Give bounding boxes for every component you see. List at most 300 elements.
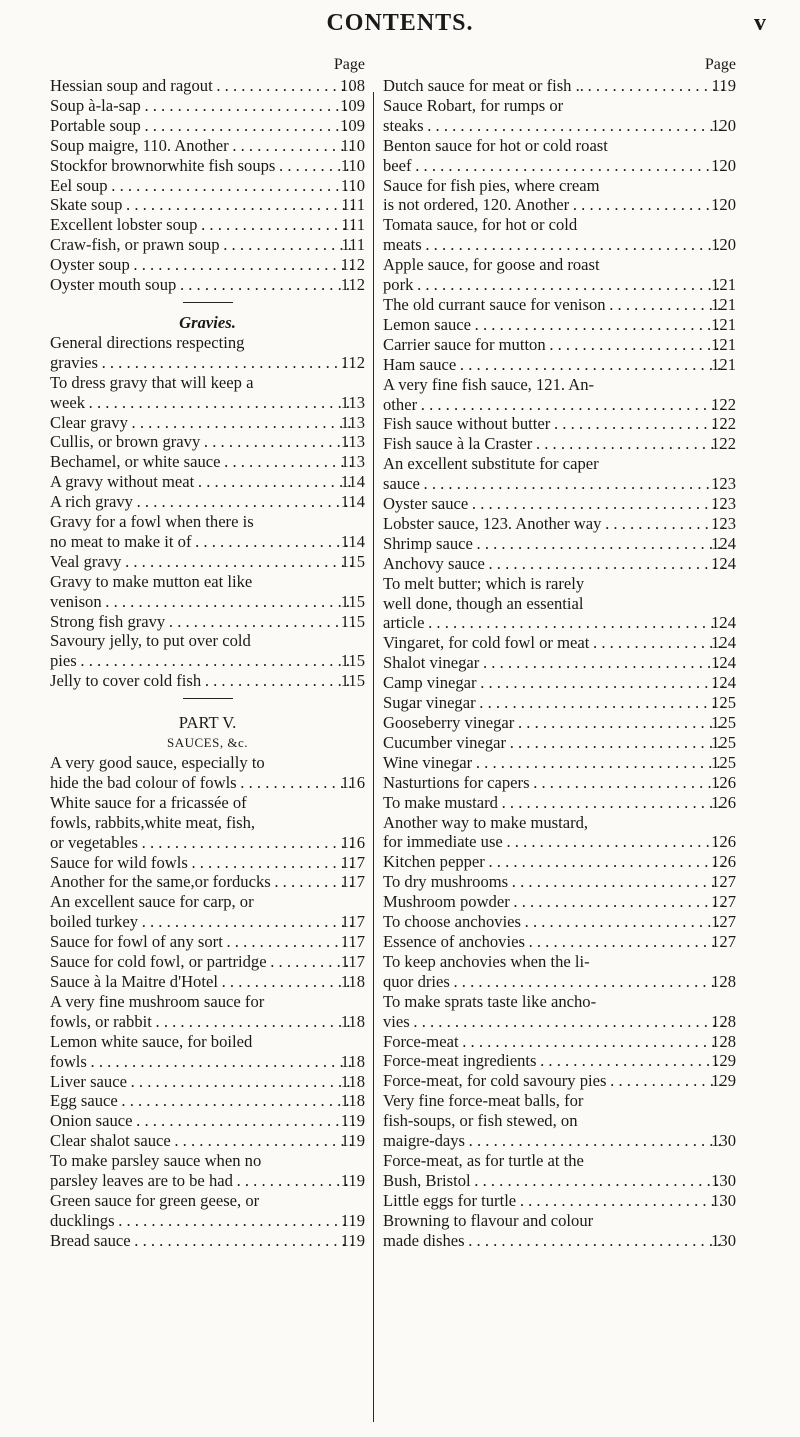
toc-entry — [383, 554, 736, 574]
toc-entry-line — [383, 195, 736, 215]
toc-entry-line — [50, 352, 365, 373]
dot-leader — [222, 235, 355, 255]
toc-entry-text: Soup à-la-sap — [50, 95, 141, 115]
dot-leader — [202, 432, 353, 452]
toc-entry-text: Gravy for a fowl when there is — [50, 512, 254, 532]
toc-entry-line — [383, 1230, 736, 1251]
toc-entry-line — [50, 95, 365, 116]
toc-entry-text: Gravy to make mutton eat like — [50, 571, 253, 591]
toc-entry-line — [50, 631, 365, 651]
toc-entry — [383, 912, 736, 932]
toc-entry-text: vies — [383, 1011, 410, 1031]
toc-entry-line — [383, 414, 736, 434]
toc-entry-line — [50, 432, 365, 452]
toc-entry-line — [50, 892, 365, 912]
toc-entry — [383, 494, 736, 514]
toc-entry-line — [50, 115, 365, 136]
toc-entry-line — [383, 314, 736, 335]
toc-entry-line — [383, 175, 736, 196]
dot-leader — [178, 275, 353, 295]
dot-leader — [132, 255, 354, 275]
toc-entry-text: pies — [50, 651, 77, 671]
dot-leader — [117, 1211, 354, 1231]
dot-leader — [424, 235, 724, 255]
toc-entry-text: Dutch sauce for meat or fish .. — [383, 76, 584, 95]
toc-entry-text: To keep anchovies when the li- — [383, 951, 590, 971]
toc-entry-line — [383, 732, 736, 753]
toc-entry-text: Craw-fish, or prawn soup — [50, 235, 220, 255]
toc-entry-text: Tomata sauce, for hot or cold — [383, 215, 578, 235]
toc-entry-line — [383, 533, 736, 554]
toc-entry-text: Fish sauce à la Craster — [383, 434, 533, 454]
dot-leader — [532, 773, 725, 793]
toc-page-number: 124 — [711, 533, 736, 553]
toc-entry — [50, 235, 365, 255]
toc-entry — [50, 753, 365, 793]
toc-entry-line — [50, 215, 365, 235]
toc-page-number: 109 — [340, 95, 365, 115]
toc-entry-line — [383, 892, 736, 912]
toc-entry-text: Strong fish gravy — [50, 611, 166, 631]
toc-entry-line — [50, 912, 365, 932]
toc-entry-line — [383, 1071, 736, 1091]
toc-entry-text: Shrimp sauce — [383, 533, 473, 553]
toc-entry-line — [383, 95, 736, 116]
dot-leader — [222, 452, 353, 472]
dot-leader — [415, 275, 724, 295]
toc-entry-text: Cullis, or brown gravy — [50, 432, 201, 452]
toc-page-number: 119 — [340, 1210, 365, 1230]
toc-page-number: 123 — [711, 494, 736, 514]
dot-leader — [487, 554, 724, 574]
toc-entry-text: Vingaret, for cold fowl or meat — [383, 633, 590, 653]
toc-entry-line — [50, 591, 365, 612]
toc-entry — [383, 852, 736, 872]
toc-entry — [383, 1071, 736, 1091]
toc-entry-text: Stockfor brownorwhite fish soups — [50, 155, 276, 175]
toc-entry — [50, 1072, 365, 1092]
toc-entry-text: Sauce for wild fowls — [50, 852, 188, 872]
toc-entry — [383, 375, 736, 415]
toc-page-number: 125 — [711, 732, 736, 752]
toc-entry-line — [383, 1031, 736, 1052]
part-title: PART V. — [178, 713, 237, 733]
toc-entry-text: is not ordered, 120. Another — [383, 195, 570, 215]
dot-leader — [473, 1171, 724, 1191]
dot-leader — [220, 972, 354, 992]
toc-entry-line — [383, 812, 736, 833]
toc-entry-line — [383, 354, 736, 375]
toc-entry-text: Lemon sauce — [383, 314, 472, 334]
toc-page-number: 122 — [711, 394, 736, 414]
toc-entry-line — [50, 772, 365, 793]
toc-page-number: 125 — [711, 693, 736, 713]
toc-entry — [383, 1032, 736, 1052]
dot-leader — [591, 633, 724, 653]
sauces-list-continued — [383, 76, 736, 1250]
toc-entry-line — [383, 215, 736, 235]
toc-entry — [383, 315, 736, 335]
toc-entry-text: quor dries — [383, 971, 450, 991]
toc-entry — [50, 452, 365, 472]
toc-entry-line — [383, 772, 736, 793]
toc-entry-line — [383, 135, 736, 156]
toc-entry-line — [383, 1150, 736, 1171]
toc-entry-text: Green sauce for green geese, or — [50, 1190, 260, 1210]
toc-entry — [383, 693, 736, 713]
toc-entry-text: fish-soups, or fish stewed, on — [383, 1111, 578, 1131]
toc-entry-line — [50, 671, 365, 691]
toc-entry-line — [383, 294, 736, 315]
dot-leader — [104, 592, 354, 612]
toc-page-number: 128 — [711, 1031, 736, 1051]
toc-page-number: 124 — [711, 553, 736, 573]
dot-leader — [467, 1131, 724, 1151]
toc-page-number: 111 — [341, 215, 365, 235]
toc-entry-text: Onion sauce — [50, 1111, 133, 1131]
toc-entry — [50, 176, 365, 196]
toc-entry-text: Force-meat ingredients — [383, 1051, 537, 1071]
toc-entry — [383, 434, 736, 454]
toc-entry-text: Little eggs for turtle — [383, 1190, 517, 1210]
toc-page-number: 115 — [340, 611, 365, 631]
toc-entry — [50, 275, 365, 295]
toc-page-number: 110 — [340, 155, 365, 175]
toc-page-number: 112 — [340, 352, 365, 372]
toc-entry-line — [50, 1171, 365, 1191]
toc-entry-text: for immediate use — [383, 832, 503, 852]
toc-entry-line — [383, 76, 736, 96]
toc-page-number: 130 — [711, 1190, 736, 1210]
toc-entry-text: Fish sauce without butter — [383, 414, 551, 434]
dot-leader — [608, 1071, 724, 1091]
toc-entry-text: gravies — [50, 352, 98, 372]
page-header — [0, 10, 800, 42]
toc-entry-line — [383, 255, 736, 275]
toc-entry — [383, 574, 736, 634]
toc-entry — [383, 215, 736, 255]
toc-entry — [50, 215, 365, 235]
toc-entry-line — [383, 374, 736, 395]
toc-page-number: 130 — [711, 1131, 736, 1151]
dot-leader — [608, 295, 724, 315]
toc-page-number: 119 — [340, 1131, 365, 1151]
toc-entry-text: To dress gravy that will keep a — [50, 372, 254, 392]
toc-entry-text: Oyster mouth soup — [50, 275, 177, 295]
toc-entry-line — [50, 551, 365, 572]
toc-page-number: 123 — [711, 513, 736, 533]
toc-entry-text: article — [383, 613, 425, 633]
toc-entry-text: pork — [383, 275, 414, 295]
dot-leader — [196, 472, 353, 492]
toc-entry-line — [50, 932, 365, 952]
gravies-heading: Gravies. — [179, 312, 236, 332]
toc-page-number: 129 — [711, 1071, 736, 1091]
toc-entry-text: Eel soup — [50, 175, 108, 195]
toc-entry — [383, 952, 736, 992]
dot-leader — [527, 932, 724, 952]
toc-entry-line — [50, 175, 365, 196]
toc-entry — [383, 454, 736, 494]
toc-page-number: 112 — [340, 255, 365, 275]
toc-entry — [50, 1191, 365, 1231]
toc-entry-text: Soup maigre, 110. Another — [50, 135, 229, 155]
dot-leader — [173, 1131, 354, 1151]
toc-page-number: 119 — [711, 76, 736, 95]
toc-entry — [50, 413, 365, 433]
dot-leader — [516, 713, 724, 733]
toc-entry-line — [50, 1091, 365, 1111]
toc-entry-text: Very fine force-meat balls, for — [383, 1091, 584, 1111]
dot-leader — [470, 494, 724, 514]
toc-entry-text: Bush, Bristol — [383, 1170, 471, 1190]
toc-entry — [50, 333, 365, 373]
toc-entry-line — [383, 832, 736, 852]
toc-entry-text: Veal gravy — [50, 551, 122, 571]
toc-entry-line — [383, 494, 736, 514]
dot-leader — [422, 474, 724, 494]
toc-entry-line — [383, 115, 736, 136]
toc-entry-line — [383, 1011, 736, 1032]
toc-entry — [383, 753, 736, 773]
dot-leader — [140, 912, 354, 932]
toc-page-number: 121 — [711, 314, 736, 334]
toc-entry — [383, 1051, 736, 1071]
dot-leader — [603, 514, 724, 534]
toc-entry-text: To make mustard — [383, 792, 498, 812]
toc-entry-text: Sauce à la Maitre d'Hotel — [50, 971, 218, 991]
toc-entry-text: Clear gravy — [50, 412, 128, 432]
toc-entry-line — [50, 971, 365, 992]
toc-entry — [383, 773, 736, 793]
toc-entry-text: Shalot vinegar — [383, 653, 480, 673]
dot-leader — [167, 612, 353, 632]
toc-entry — [383, 534, 736, 554]
toc-page-number: 129 — [711, 1051, 736, 1071]
toc-entry — [383, 892, 736, 912]
toc-page-number: 117 — [340, 952, 365, 972]
toc-page-number: 120 — [711, 235, 736, 255]
toc-entry-line — [383, 693, 736, 713]
dot-leader — [512, 892, 724, 912]
toc-entry — [50, 612, 365, 632]
toc-entry-text: Browning to flavour and colour — [383, 1210, 594, 1230]
toc-entry — [50, 76, 365, 96]
toc-entry-line — [50, 792, 365, 813]
toc-entry-text: Force-meat — [383, 1031, 459, 1051]
toc-entry-text: Ham sauce — [383, 354, 457, 374]
toc-entry-text: Wine vinegar — [383, 752, 473, 772]
toc-page-number: 128 — [711, 971, 736, 991]
right-column — [383, 54, 736, 1250]
toc-entry-line — [383, 593, 736, 614]
page-number: v — [754, 10, 766, 36]
dot-leader — [571, 195, 724, 215]
dot-leader — [518, 1191, 724, 1211]
toc-entry-line — [50, 1230, 365, 1251]
toc-entry-line — [50, 571, 365, 592]
toc-page-number: 126 — [711, 792, 736, 812]
toc-entry — [50, 156, 365, 176]
dot-leader — [552, 414, 724, 434]
toc-entry-text: Camp vinegar — [383, 673, 477, 693]
toc-page-number: 127 — [711, 931, 736, 951]
dot-leader — [467, 1231, 724, 1251]
toc-entry — [383, 96, 736, 136]
toc-entry — [50, 1231, 365, 1251]
toc-entry-text: Kitchen pepper — [383, 852, 485, 872]
toc-entry-line — [383, 1190, 736, 1211]
dot-leader — [143, 96, 353, 116]
toc-entry-line — [50, 991, 365, 1012]
toc-page-number: 113 — [340, 412, 365, 432]
toc-entry-line — [383, 971, 736, 992]
toc-entry-text: To melt butter; which is rarely — [383, 573, 585, 593]
toc-page-number: 115 — [340, 651, 365, 671]
toc-page-number: 112 — [340, 275, 365, 295]
dot-leader — [419, 395, 724, 415]
toc-entry-text: maigre-days — [383, 1131, 466, 1151]
toc-page-number: 126 — [711, 832, 736, 852]
toc-entry-line — [50, 1210, 365, 1231]
right-page-label: Page — [704, 56, 736, 73]
toc-entry-text: ducklings — [50, 1210, 115, 1230]
dot-leader — [143, 116, 353, 136]
toc-entry — [383, 1191, 736, 1211]
toc-entry — [50, 492, 365, 512]
toc-entry-line — [383, 155, 736, 176]
dot-leader — [79, 651, 354, 671]
toc-page-number: 121 — [711, 354, 736, 374]
dot-leader — [458, 355, 724, 375]
toc-page-number: 115 — [340, 591, 365, 611]
toc-page-number: 114 — [340, 531, 365, 551]
toc-page-number: 113 — [340, 432, 365, 452]
toc-entry-line — [50, 492, 365, 512]
toc-entry-text: Lobster sauce, 123. Another way — [383, 513, 602, 533]
toc-entry-line — [50, 651, 365, 671]
toc-page-number: 127 — [711, 892, 736, 912]
toc-entry — [383, 653, 736, 673]
toc-entry-line — [383, 434, 736, 454]
toc-entry-line — [383, 275, 736, 295]
toc-entry-text: fowls, or rabbit — [50, 1011, 152, 1031]
toc-page-number: 116 — [340, 832, 365, 852]
toc-entry-line — [50, 76, 365, 96]
dot-leader — [135, 492, 354, 512]
toc-page-number: 118 — [340, 1011, 365, 1031]
toc-page-number: 116 — [340, 772, 365, 792]
toc-entry — [383, 76, 736, 96]
dot-leader — [426, 116, 724, 136]
dot-leader — [215, 76, 353, 96]
toc-entry-line — [50, 332, 365, 353]
toc-entry-text: meats — [383, 235, 422, 255]
toc-entry — [50, 432, 365, 452]
toc-page-number: 127 — [711, 912, 736, 932]
toc-page-number: 120 — [711, 115, 736, 135]
toc-page-number: 120 — [711, 155, 736, 175]
toc-entry-line — [50, 392, 365, 413]
toc-entry-line — [383, 1051, 736, 1071]
toc-entry — [383, 793, 736, 813]
toc-page-number: 123 — [711, 474, 736, 494]
toc-page-number: 115 — [340, 551, 365, 571]
toc-entry — [50, 952, 365, 972]
toc-entry-line — [50, 832, 365, 853]
dot-leader — [231, 136, 354, 156]
toc-entry-line — [50, 1131, 365, 1151]
toc-entry-text: Excellent lobster soup — [50, 215, 198, 235]
toc-entry-line — [50, 512, 365, 532]
dot-leader — [100, 353, 354, 373]
toc-entry — [383, 514, 736, 534]
toc-entry — [383, 414, 736, 434]
toc-entry-text: Bread sauce — [50, 1230, 131, 1250]
toc-entry-line — [50, 452, 365, 472]
toc-entry-text: Jelly to cover cold fish — [50, 671, 202, 691]
toc-entry — [50, 853, 365, 873]
toc-entry — [50, 1111, 365, 1131]
toc-entry — [50, 116, 365, 136]
dot-leader — [505, 832, 724, 852]
dot-leader — [225, 932, 354, 952]
toc-page-number: 121 — [711, 275, 736, 295]
toc-page-number: 115 — [340, 671, 365, 691]
toc-page-number: 124 — [711, 613, 736, 633]
toc-entry — [383, 136, 736, 176]
toc-entry-line — [50, 372, 365, 393]
toc-entry-line — [383, 553, 736, 574]
dot-leader — [452, 972, 724, 992]
toc-entry-line — [50, 753, 365, 773]
toc-entry — [50, 255, 365, 275]
toc-entry — [383, 992, 736, 1032]
dot-leader — [124, 195, 354, 215]
toc-entry-text: no meat to make it of — [50, 531, 192, 551]
toc-entry — [50, 96, 365, 116]
toc-entry-text: Nasturtions for capers — [383, 772, 530, 792]
toc-entry-line — [383, 1131, 736, 1151]
soups-list — [50, 76, 365, 295]
toc-entry-text: Oyster soup — [50, 255, 130, 275]
toc-entry-text: other — [383, 394, 418, 414]
toc-entry-text: made dishes — [383, 1230, 465, 1250]
toc-entry-text: Another way to make mustard, — [383, 812, 589, 832]
dot-leader — [110, 176, 354, 196]
toc-entry — [50, 572, 365, 612]
toc-entry — [50, 373, 365, 413]
toc-entry — [383, 932, 736, 952]
toc-entry-line — [50, 235, 365, 255]
toc-entry-line — [383, 334, 736, 355]
toc-entry-text: boiled turkey — [50, 912, 139, 932]
toc-entry-text: Lemon white sauce, for boiled — [50, 1031, 253, 1051]
toc-entry-line — [50, 611, 365, 632]
toc-entry-text: To make parsley sauce when no — [50, 1151, 262, 1171]
toc-entry-text: A very fine fish sauce, 121. An- — [383, 374, 595, 394]
toc-entry-line — [50, 1190, 365, 1211]
toc-page-number: 114 — [340, 472, 365, 492]
toc-page-number: 128 — [711, 1011, 736, 1031]
toc-entry — [383, 813, 736, 853]
dot-leader — [508, 733, 724, 753]
toc-entry — [50, 472, 365, 492]
toc-entry-line — [383, 852, 736, 872]
dot-leader — [500, 793, 724, 813]
dot-leader — [538, 1051, 724, 1071]
toc-entry — [50, 136, 365, 156]
